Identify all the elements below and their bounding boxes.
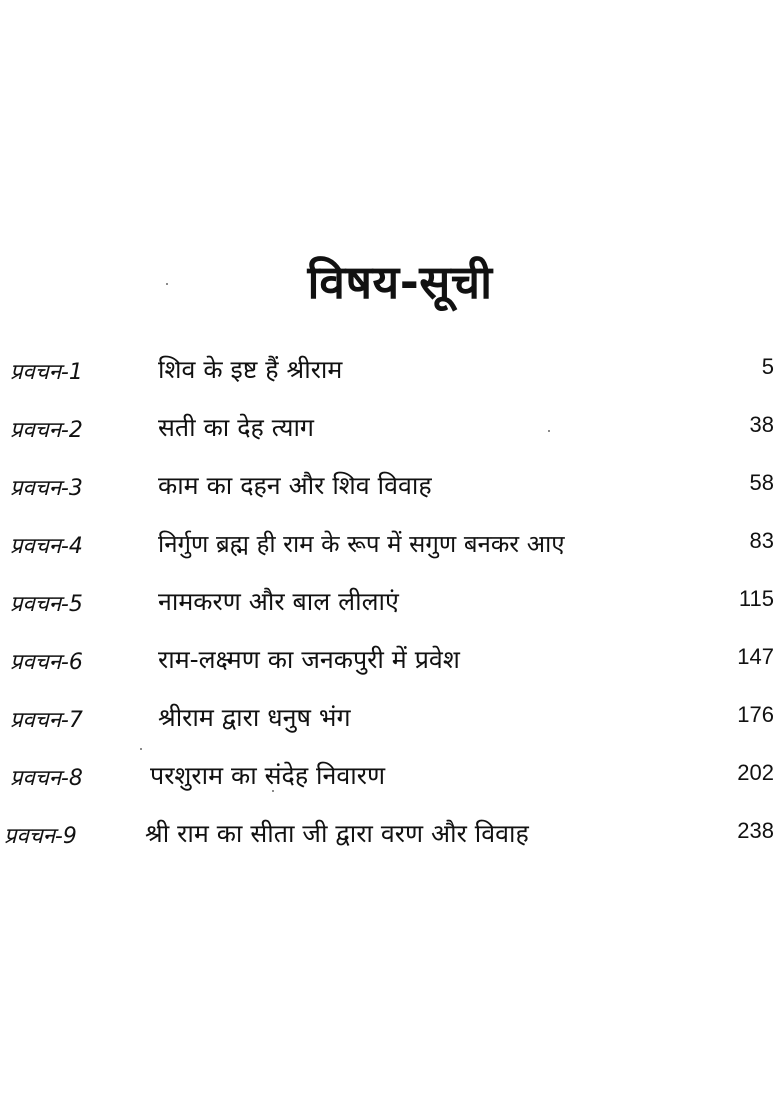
toc-entry-4[interactable]: [0, 522, 780, 572]
entry-title: राम-लक्ष्मण का जनकपुरी में प्रवेश: [158, 645, 460, 674]
toc-entry-6[interactable]: [0, 638, 780, 688]
entry-page-number: 58: [749, 470, 774, 495]
paper-speck: [140, 748, 142, 750]
entry-page-number: 83: [749, 528, 774, 553]
entry-page-number: 238: [737, 818, 774, 843]
entry-page-number: 5: [761, 354, 774, 379]
entry-title: सती का देह त्याग: [158, 413, 314, 442]
entry-page-number: 147: [737, 644, 774, 669]
entry-title: श्री राम का सीता जी द्वारा वरण और विवाह: [145, 819, 529, 848]
toc-entry-9[interactable]: [0, 812, 780, 862]
entry-title: शिव के इष्ट हैं श्रीराम: [158, 355, 343, 384]
entry-title: श्रीराम द्वारा धनुष भंग: [158, 703, 351, 732]
entry-title: काम का दहन और शिव विवाह: [158, 471, 432, 500]
paper-speck: [166, 283, 168, 285]
entry-label: प्रवचन-9: [4, 824, 77, 849]
entry-page-number: 38: [749, 412, 774, 437]
toc-entry-5[interactable]: [0, 580, 780, 630]
entry-title: नामकरण और बाल लीलाएं: [158, 587, 399, 616]
entry-label: प्रवचन-6: [10, 650, 83, 675]
toc-entry-3[interactable]: [0, 464, 780, 514]
entry-page-number: 115: [738, 586, 774, 611]
entry-label: प्रवचन-7: [10, 708, 83, 733]
entry-page-number: 202: [737, 760, 774, 785]
entry-label: प्रवचन-3: [10, 476, 83, 501]
page-title: विषय-सूची: [307, 255, 493, 309]
toc-entry-8[interactable]: [0, 754, 780, 804]
entry-title: परशुराम का संदेह निवारण: [150, 761, 386, 790]
entry-label: प्रवचन-1: [10, 360, 83, 385]
entry-title: निर्गुण ब्रह्म ही राम के रूप में सगुण बनकर आए: [158, 530, 565, 558]
toc-entry-1[interactable]: [0, 348, 780, 398]
entry-label: प्रवचन-5: [10, 592, 83, 617]
entry-label: प्रवचन-4: [10, 534, 83, 559]
entry-page-number: 176: [737, 702, 774, 727]
entry-label: प्रवचन-8: [10, 766, 83, 791]
toc-entry-7[interactable]: [0, 696, 780, 746]
toc-entry-2[interactable]: [0, 406, 780, 456]
entry-label: प्रवचन-2: [10, 418, 83, 443]
